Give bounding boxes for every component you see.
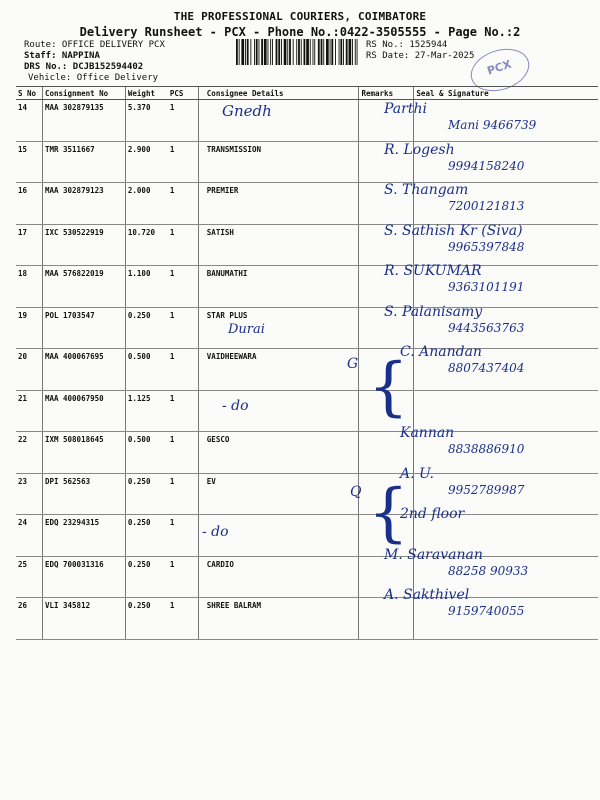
cell-pcs: 1	[168, 473, 198, 515]
cell-consignment: DPI 562563	[42, 473, 125, 515]
cell-weight: 0.250	[125, 556, 167, 598]
route-label: Route: OFFICE DELIVERY PCX	[24, 40, 165, 50]
signature-phone: 8838886910	[448, 442, 525, 456]
handwritten-consignee: - do	[202, 524, 229, 540]
signature-phone: 9994158240	[448, 158, 525, 173]
cell-details: SHREE BALRAM	[198, 598, 359, 640]
cell-weight: 1.100	[125, 266, 167, 308]
cell-sno: 17	[16, 224, 42, 266]
company-name: THE PROFESSIONAL COURIERS, COIMBATORE	[173, 10, 427, 23]
cell-pcs: 1	[168, 598, 198, 640]
cell-sno: 19	[16, 307, 42, 349]
cell-weight: 0.250	[125, 307, 167, 349]
signature: S. Palanisamy	[384, 303, 483, 320]
cell-details: SATISH	[198, 224, 359, 266]
cell-details: STAR PLUS	[198, 307, 359, 349]
signature-phone: 9952789987	[448, 482, 525, 497]
cell-consignment: IXC 530522919	[42, 224, 125, 266]
cell-sno: 14	[16, 100, 42, 142]
cell-weight: 0.500	[125, 432, 167, 474]
cell-weight: 0.250	[125, 473, 167, 515]
cell-details: GESCO	[198, 432, 359, 474]
signature: Parthi	[384, 101, 427, 117]
signature-phone: 7200121813	[448, 199, 525, 213]
pcx-stamp: PCX	[465, 42, 534, 99]
cell-sno: 16	[16, 183, 42, 225]
col-details: Consignee Details	[198, 87, 359, 100]
rs-date: RS Date: 27-Mar-2025	[366, 51, 475, 61]
cell-sno: 23	[16, 473, 42, 515]
cell-details: VAIDHEEWARA	[198, 349, 359, 391]
signature-phone: 9159740055	[448, 604, 525, 618]
signature: R. SUKUMAR	[384, 263, 482, 279]
cell-consignment: MAA 400067950	[42, 390, 125, 432]
drs-value: DCJB152594402	[72, 62, 144, 72]
cell-pcs: 1	[168, 307, 198, 349]
signature: M. Saravanan	[384, 546, 483, 563]
signature-phone: 88258 90933	[448, 563, 529, 578]
cell-pcs: 1	[168, 349, 198, 391]
cell-details: EV	[198, 473, 359, 515]
table-header-row	[16, 87, 598, 100]
cell-pcs: 1	[168, 224, 198, 266]
table-row	[16, 390, 598, 432]
cell-consignment: POL 1703547	[42, 307, 125, 349]
signature: C. Anandan	[400, 344, 482, 360]
cell-details: TRANSMISSION	[198, 141, 359, 183]
vehicle-label: Vehicle: Office Delivery	[28, 73, 159, 83]
staff-label: Staff: NAPPINA	[24, 51, 100, 61]
signature: S. Thangam	[384, 182, 469, 198]
cell-pcs: 1	[168, 183, 198, 225]
col-remarks: Remarks	[359, 87, 414, 100]
col-weight: Weight	[125, 87, 167, 100]
cell-consignment: IXM 508018645	[42, 432, 125, 474]
cell-pcs: 1	[168, 266, 198, 308]
handwritten-consignee: Durai	[228, 322, 265, 337]
cell-sno: 21	[16, 390, 42, 432]
cell-details: BANUMATHI	[198, 266, 359, 308]
cell-sno: 20	[16, 349, 42, 391]
handwritten-remark: Q	[350, 484, 362, 500]
cell-sno: 15	[16, 141, 42, 183]
col-sno: S No	[16, 87, 42, 100]
cell-sno: 24	[16, 515, 42, 557]
signature-phone: Mani 9466739	[448, 118, 537, 132]
cell-pcs: 1	[168, 100, 198, 142]
cell-details: CARDIO	[198, 556, 359, 598]
signature: R. Logesh	[384, 141, 455, 158]
cell-consignment: EDQ 700031316	[42, 556, 125, 598]
cell-weight: 1.125	[125, 390, 167, 432]
cell-consignment: MAA 302879135	[42, 100, 125, 142]
cell-pcs: 1	[168, 556, 198, 598]
signature-phone: 9965397848	[448, 239, 525, 254]
cell-weight: 0.250	[125, 598, 167, 640]
rs-number: RS No.: 1525944	[366, 40, 448, 50]
table-row	[16, 515, 598, 557]
barcode	[236, 39, 360, 65]
cell-consignment: EDQ 23294315	[42, 515, 125, 557]
col-consignment: Consignment No	[42, 87, 125, 100]
cell-sno: 25	[16, 556, 42, 598]
cell-weight: 0.250	[125, 515, 167, 557]
handwritten-consignee: - do	[222, 398, 249, 414]
cell-pcs: 1	[168, 390, 198, 432]
cell-weight: 10.720	[125, 224, 167, 266]
brace-icon: {	[368, 350, 409, 424]
signature-phone: 9443563763	[448, 320, 525, 335]
cell-remarks	[359, 598, 414, 640]
signature: S. Sathish Kr (Siva)	[384, 222, 523, 239]
cell-consignment: VLI 345812	[42, 598, 125, 640]
cell-sno: 26	[16, 598, 42, 640]
handwritten-consignee: Gnedh	[222, 102, 272, 120]
cell-pcs: 1	[168, 432, 198, 474]
drs-label: DRS No.:	[24, 62, 68, 72]
cell-weight: 2.900	[125, 141, 167, 183]
drs-number	[24, 62, 143, 73]
signature-phone: 8807437404	[448, 361, 525, 375]
cell-consignment: MAA 400067695	[42, 349, 125, 391]
cell-sno: 22	[16, 432, 42, 474]
runsheet-title: Delivery Runsheet - PCX - Phone No.:0422-3505555 - Page No.:2	[79, 25, 521, 39]
signature-phone: 9363101191	[448, 280, 525, 294]
col-pcs: PCS	[168, 87, 198, 100]
handwritten-remark: G	[347, 356, 359, 372]
cell-consignment: MAA 302879123	[42, 183, 125, 225]
cell-sno: 18	[16, 266, 42, 308]
signature: 2nd floor	[400, 506, 465, 522]
signature: A. U.	[400, 465, 434, 482]
cell-weight: 5.370	[125, 100, 167, 142]
cell-details: PREMIER	[198, 183, 359, 225]
cell-pcs: 1	[168, 515, 198, 557]
cell-consignment: TMR 3511667	[42, 141, 125, 183]
cell-weight: 2.000	[125, 183, 167, 225]
cell-weight: 0.500	[125, 349, 167, 391]
cell-consignment: MAA 576822019	[42, 266, 125, 308]
cell-pcs: 1	[168, 141, 198, 183]
signature: Kannan	[400, 425, 455, 441]
signature: A. Sakthivel	[384, 587, 470, 603]
brace-icon: {	[368, 476, 409, 550]
col-seal: Seal & Signature	[414, 87, 598, 100]
